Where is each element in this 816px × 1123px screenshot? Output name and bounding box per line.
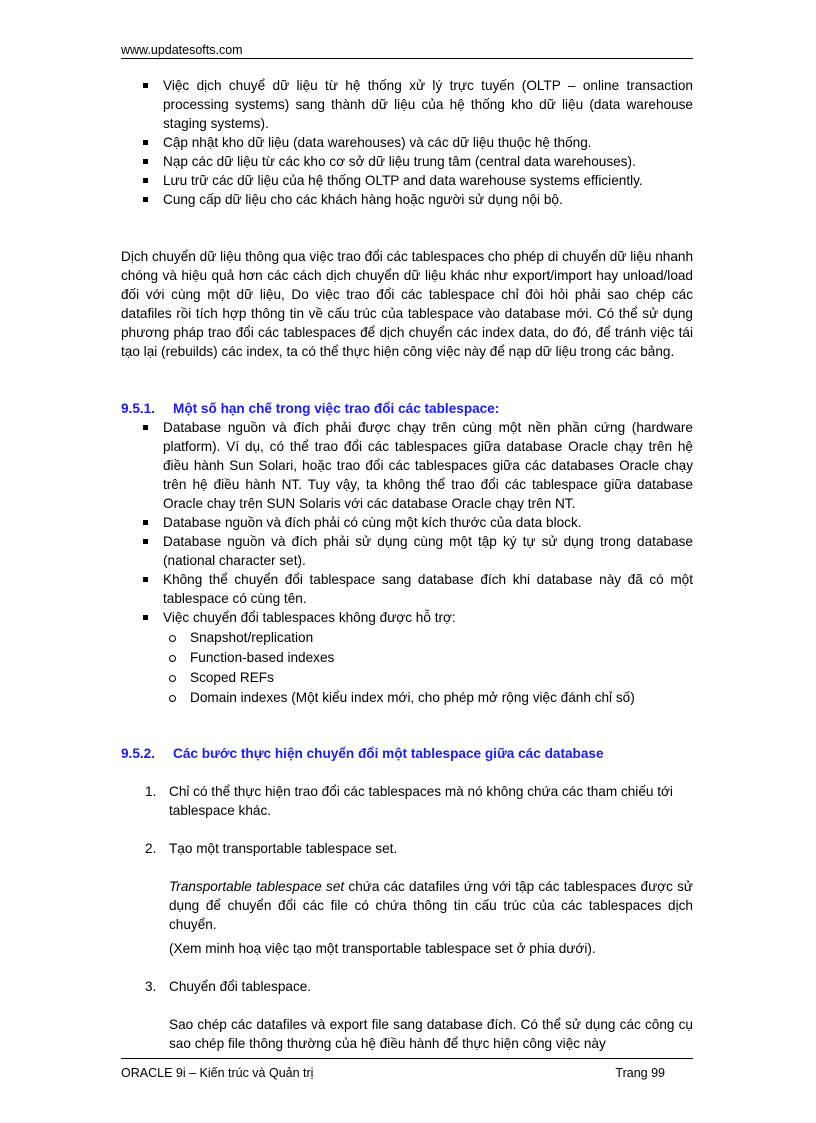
list-item-text: Việc chuyển đổi tablespaces không được hỗ trợ: xyxy=(163,610,456,625)
intro-paragraph: Dịch chuyển dữ liệu thông qua việc trao đổi các tablespaces cho phép di chuyển dữ liệu nhanh chóng và hiệu quả hơn các cách dịch chuyển dữ liệu khác như export/import hay unload/load đối với cùng một dữ liệu, Do việc trao đổi các tablespace chỉ đòi hỏi phải sao chép các datafiles rồi tích hợp thông tin về cấu trúc của tablespace vào database mới. Có thể sử dụng phương pháp trao đổi các tablespaces để dịch chuyển các index data, do đó, để tránh việc tái tạo lại (rebuilds) các index, ta có thể thực hiện công việc này để nạp dữ liệu trong các bảng. xyxy=(121,249,693,359)
step-item xyxy=(145,782,693,820)
section-heading-9-5-1 xyxy=(121,399,693,418)
list-item: Không thể chuyển đổi tablespace sang database đích khi database này đã có một tablespace có cùng tên. xyxy=(142,570,693,608)
step-number: 1. xyxy=(145,784,157,799)
sub-list-item: Snapshot/replication xyxy=(166,628,693,648)
step-note: (Xem minh hoạ việc tạo một transportable tablespace set ở phia dưới). xyxy=(169,941,596,956)
page-content xyxy=(121,76,693,1053)
list-item: Việc dịch chuyể dữ liệu từ hệ thống xử lý trực tuyến (OLTP – online transaction processing systems) sang thành dữ liệu của hệ thống kho dữ liệu (data warehouse staging systems). xyxy=(142,76,693,133)
step-item xyxy=(145,839,693,958)
list-item: Nạp các dữ liệu từ các kho cơ sở dữ liệu trung tâm (central data warehouses). xyxy=(142,152,693,171)
step-text: Chỉ có thể thực hiện trao đổi các tablespaces mà nó không chứa các tham chiếu tới tablespace khác. xyxy=(169,784,673,818)
step-detail-paragraph: Sao chép các datafiles và export file sang database đích. Có thể sử dụng các công cụ sao chép file thông thường của hệ điều hành để thực hiện công việc này xyxy=(169,1017,693,1051)
step-number: 3. xyxy=(145,979,157,994)
sub-list-item: Function-based indexes xyxy=(166,648,693,668)
page-header xyxy=(121,41,693,59)
list-item: Database nguồn và đích phải sử dụng cùng một tập ký tự sử dụng trong database (national character set). xyxy=(142,532,693,570)
sub-list-item: Domain indexes (Một kiểu index mới, cho phép mở rộng việc đánh chỉ số) xyxy=(166,688,693,708)
page-number: Trang 99 xyxy=(615,1066,665,1080)
section-title: Một số hạn chế trong việc trao đổi các tablespace: xyxy=(173,401,500,416)
section-number: 9.5.2. xyxy=(121,746,156,761)
step-text: Tạo một transportable tablespace set. xyxy=(169,841,398,856)
steps-list xyxy=(145,782,693,1053)
section-number: 9.5.1. xyxy=(121,401,156,416)
list-item: Cập nhật kho dữ liệu (data warehouses) và các dữ liệu thuộc hệ thống. xyxy=(142,133,693,152)
step-detail xyxy=(169,877,693,958)
term-definition: chứa các datafiles ứng với tập các tablespaces được sử dụng để chuyển đổi các file có chứa thông tin cấu trúc của các tablespaces dịch chuyển. xyxy=(169,879,693,932)
page-footer xyxy=(121,1058,693,1083)
intro-bullet-list xyxy=(142,76,693,209)
footer-title: ORACLE 9i – Kiến trúc và Quản trị xyxy=(121,1066,314,1080)
section-title: Các bước thực hiện chuyển đổi một tablespace giữa các database xyxy=(173,746,604,761)
sub-list-item: Scoped REFs xyxy=(166,668,693,688)
step-text: Chuyển đổi tablespace. xyxy=(169,979,312,994)
section-heading-9-5-2 xyxy=(121,744,693,763)
step-detail-paragraph xyxy=(169,877,693,934)
list-item xyxy=(142,608,693,708)
list-item: Lưu trữ các dữ liệu của hệ thống OLTP and data warehouse systems efficiently. xyxy=(142,171,693,190)
header-site-url[interactable]: www.updatesofts.com xyxy=(121,43,243,57)
term-transportable-tablespace-set: Transportable tablespace set xyxy=(169,879,345,894)
list-item: Database nguồn và đích phải được chạy trên cùng một nền phần cứng (hardware platform). Ví dụ, có thể trao đổi các tablespaces giữa database Oracle chạy trên hệ điều hành Sun Solari, hoặc trao đổi các tablespaces giữa các databases Oracle chạy trên hệ điều hành NT. Tuy vậy, ta không thể trao đổi các tablespace giữa database Oracle chay trên SUN Solaris với các database Oracle chạy trên NT. xyxy=(142,418,693,513)
unsupported-features-list xyxy=(166,628,693,708)
step-detail xyxy=(169,1015,693,1053)
list-item: Database nguồn và đích phải có cùng một kích thước của data block. xyxy=(142,513,693,532)
step-item xyxy=(145,977,693,1053)
restrictions-list xyxy=(142,418,693,708)
list-item: Cung cấp dữ liệu cho các khách hàng hoặc người sử dụng nội bộ. xyxy=(142,190,693,209)
step-number: 2. xyxy=(145,841,157,856)
